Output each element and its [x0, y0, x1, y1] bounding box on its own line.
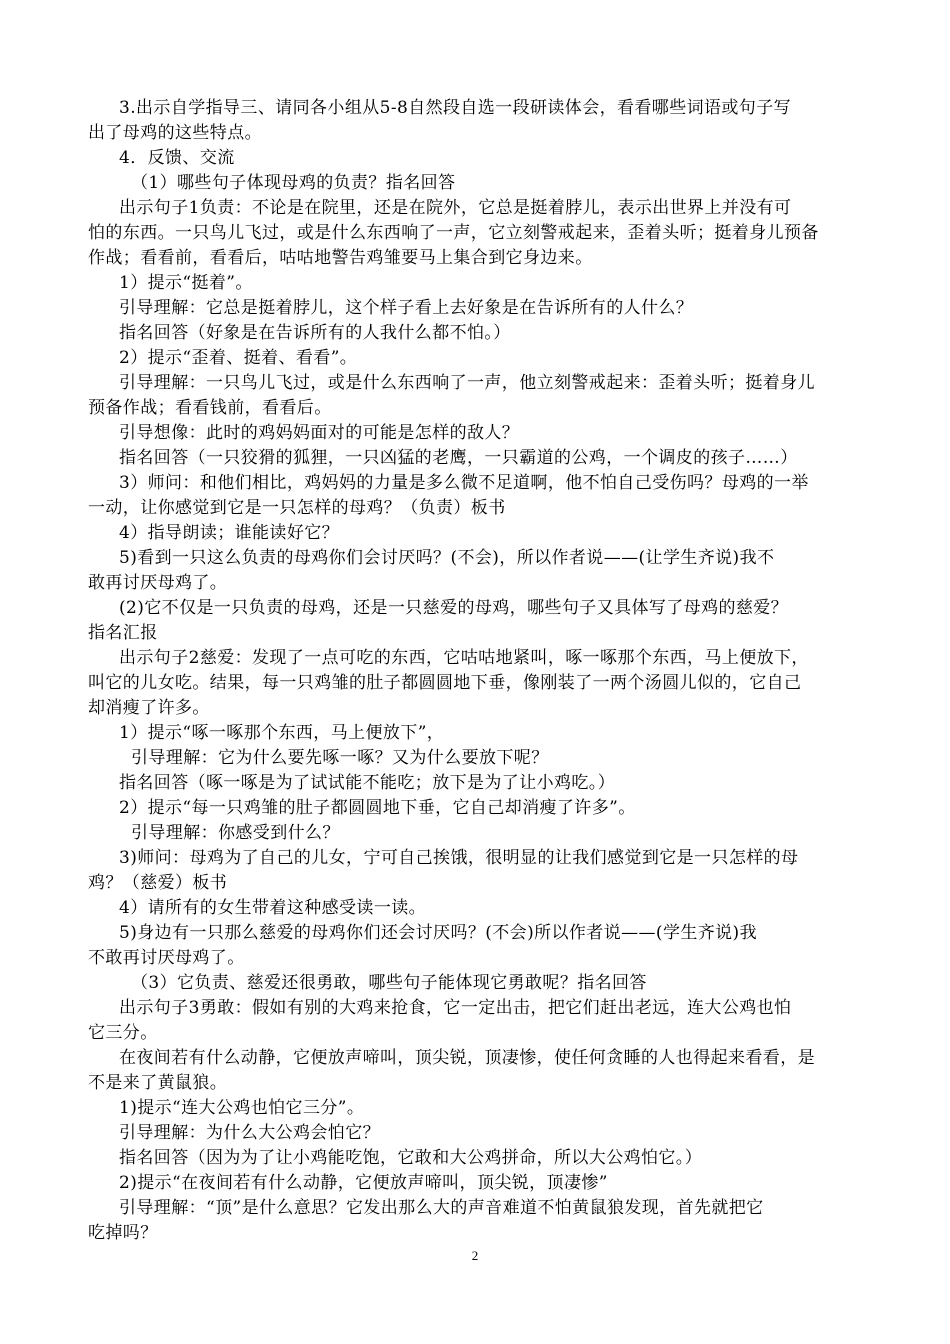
- text-line: 叫它的儿女吃。结果，每一只鸡雏的肚子都圆圆地下垂，像刚装了一两个汤圆儿似的，它自己: [88, 673, 802, 693]
- text-line: 出示句子3勇敢：假如有别的大鸡来抢食，它一定出击，把它们赶出老远，连大公鸡也怕: [119, 998, 792, 1018]
- text-line: 出示句子1负责：不论是在院里，还是在院外，它总是挺着脖儿，表示出世界上并没有可: [119, 198, 792, 218]
- text-line: 5)身边有一只那么慈爱的母鸡你们还会讨厌吗？(不会)所以作者说——(学生齐说)我: [119, 923, 757, 943]
- text-line: （3）它负责、慈爱还很勇敢，哪些句子能体现它勇敢呢？指名回答: [131, 973, 647, 993]
- text-line: 引导理解：为什么大公鸡会怕它？: [119, 1123, 380, 1143]
- text-line: 3）师问：和他们相比，鸡妈妈的力量是多么微不足道啊，他不怕自己受伤吗？母鸡的一举: [119, 473, 809, 493]
- text-line: 它三分。: [88, 1023, 158, 1043]
- text-line: 引导想像：此时的鸡妈妈面对的可能是怎样的敌人？: [119, 423, 520, 443]
- text-line: 鸡？（慈爱）板书: [88, 873, 228, 893]
- text-line: 预备作战；看看钱前，看看后。: [88, 398, 332, 418]
- text-line: 5)看到一只这么负责的母鸡你们会讨厌吗？(不会)，所以作者说——(让学生齐说)我不: [119, 548, 775, 568]
- text-line: 怕的东西。一只鸟儿飞过，或是什么东西响了一声，它立刻警戒起来，歪着头听；挺着身儿预备: [88, 223, 819, 243]
- text-line: 出示句子2慈爱：发现了一点可吃的东西，它咕咕地紧叫，啄一啄那个东西，马上便放下，: [119, 648, 809, 668]
- text-line: 1）提示“啄一啄那个东西，马上便放下”，: [119, 723, 445, 743]
- text-line: 敢再讨厌母鸡了。: [88, 573, 228, 593]
- text-line: 2)提示“在夜间若有什么动静，它便放声啼叫，顶尖锐，顶凄惨”: [119, 1173, 608, 1193]
- page-number: 2: [471, 1248, 479, 1263]
- text-line: 引导理解：它为什么要先啄一啄？又为什么要放下呢？: [131, 748, 549, 768]
- text-line: (2)它不仅是一只负责的母鸡，还是一只慈爱的母鸡，哪些句子又具体写了母鸡的慈爱？: [119, 598, 789, 618]
- text-line: 4．反馈、交流: [119, 148, 235, 168]
- text-line: 4）指导朗读；谁能读好它？: [119, 523, 340, 543]
- text-line: 引导理解：“顶”是什么意思？它发出那么大的声音难道不怕黄鼠狼发现，首先就把它: [119, 1198, 764, 1218]
- text-line: （1）哪些句子体现母鸡的负责？指名回答: [131, 173, 456, 193]
- text-line: 2）提示“歪着、挺着、看看”。: [119, 348, 358, 368]
- text-line: 4）请所有的女生带着这种感受读一读。: [119, 898, 427, 918]
- text-line: 引导理解：你感受到什么？: [131, 823, 340, 843]
- text-line: 3)师问：母鸡为了自己的儿女，宁可自己挨饿，很明显的让我们感觉到它是一只怎样的母: [119, 848, 799, 868]
- text-line: 不敢再讨厌母鸡了。: [88, 948, 245, 968]
- text-line: 却消瘦了许多。: [88, 698, 210, 718]
- text-line: 1）提示“挺着”。: [119, 273, 253, 293]
- text-line: 引导理解：一只鸟儿飞过，或是什么东西响了一声，他立刻警戒起来：歪着头听；挺着身儿: [119, 373, 815, 393]
- text-line: 在夜间若有什么动静，它便放声啼叫，顶尖锐，顶凄惨，使任何贪睡的人也得起来看看，是: [119, 1048, 815, 1068]
- text-line: 指名汇报: [88, 623, 158, 643]
- text-line: 指名回答（好象是在告诉所有的人我什么都不怕。）: [119, 323, 511, 343]
- text-line: 3.出示自学指导三、请同各小组从5-8自然段自选一段研读体会，看看哪些词语或句子写: [119, 98, 791, 118]
- text-line: 指名回答（啄一啄是为了试试能不能吃；放下是为了让小鸡吃。）: [119, 773, 616, 793]
- document-body: [88, 96, 868, 1246]
- text-line: 作战；看看前，看看后，咕咕地警告鸡雏要马上集合到它身边来。: [88, 248, 593, 268]
- text-line: 一动，让你感觉到它是一只怎样的母鸡？（负责）板书: [88, 498, 506, 518]
- text-line: 不是来了黄鼠狼。: [88, 1073, 228, 1093]
- text-line: 指名回答（因为为了让小鸡能吃饱，它敢和大公鸡拼命，所以大公鸡怕它。）: [119, 1148, 703, 1168]
- text-line: 吃掉吗？: [88, 1223, 158, 1243]
- text-line: 指名回答（一只狡猾的狐狸，一只凶猛的老鹰，一只霸道的公鸡，一个调皮的孩子……）: [119, 448, 798, 468]
- text-line: 出了母鸡的这些特点。: [88, 123, 262, 143]
- text-line: 1)提示“连大公鸡也怕它三分”。: [119, 1098, 365, 1118]
- text-line: 引导理解：它总是挺着脖儿，这个样子看上去好象是在告诉所有的人什么？: [119, 298, 694, 318]
- text-line: 2）提示“每一只鸡雏的肚子都圆圆地下垂，它自己却消瘦了许多”。: [119, 798, 636, 818]
